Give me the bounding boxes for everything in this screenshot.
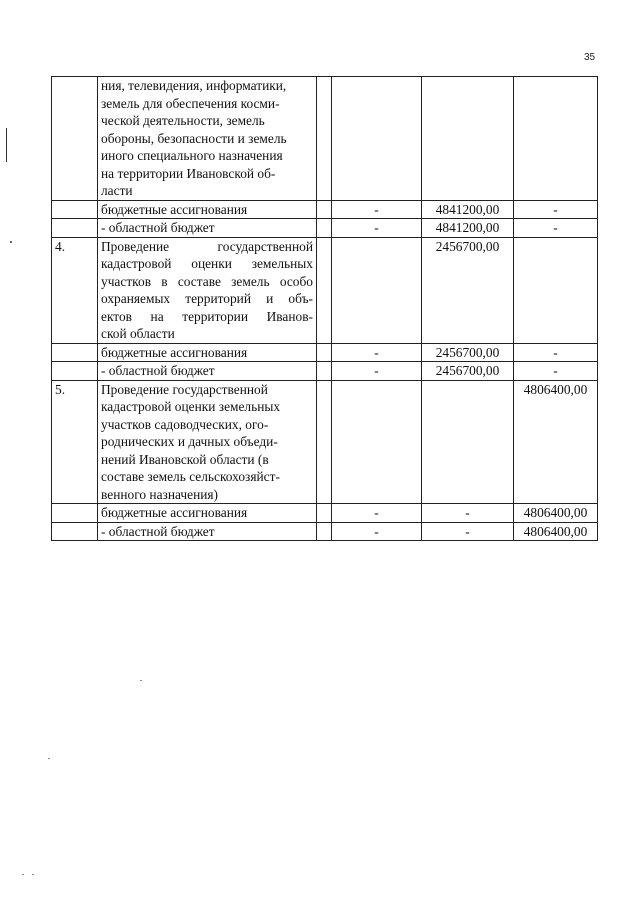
value-cell: - — [332, 362, 422, 381]
name-line: ектов на территории Иванов- — [101, 308, 313, 324]
item-number-cell: 4. — [52, 237, 98, 343]
margin-mark — [6, 128, 7, 162]
value-cell: - — [514, 219, 598, 238]
item-number-cell — [52, 77, 98, 201]
value-cell — [422, 380, 514, 504]
value-cell: - — [422, 522, 514, 541]
table-row — [52, 77, 598, 201]
scan-speck — [140, 680, 142, 681]
value-cell: - — [332, 200, 422, 219]
item-number-cell — [52, 219, 98, 238]
table-row — [52, 343, 598, 362]
value-cell: - — [514, 362, 598, 381]
item-number-cell: 5. — [52, 380, 98, 504]
scan-speck — [22, 874, 24, 875]
value-cell: 2456700,00 — [422, 362, 514, 381]
scan-speck — [48, 758, 50, 759]
name-line: Проведение государственной — [101, 381, 268, 397]
item-number-cell — [52, 343, 98, 362]
name-line: земель для обеспечения косми- — [101, 95, 280, 111]
name-line: охраняемых территорий и объ- — [101, 291, 313, 306]
value-cell: 2456700,00 — [422, 237, 514, 343]
value-cell: - — [332, 343, 422, 362]
value-cell — [332, 77, 422, 201]
value-cell: - — [332, 504, 422, 523]
table-row — [52, 200, 598, 219]
name-line: ской области — [101, 326, 175, 341]
value-cell — [514, 237, 598, 343]
table-row — [52, 522, 598, 541]
value-cell: - — [422, 504, 514, 523]
name-line: участков в составе земель особо — [101, 273, 313, 289]
value-cell: - — [332, 522, 422, 541]
name-line: ния, телевидения, информатики, — [101, 78, 287, 93]
name-line: ческой деятельности, земель — [101, 113, 265, 128]
value-cell: 4806400,00 — [514, 504, 598, 523]
margin-dot — [10, 241, 12, 243]
value-cell: 4806400,00 — [514, 522, 598, 541]
value-cell: - — [514, 200, 598, 219]
item-number-cell — [52, 200, 98, 219]
name-line: кадастровой оценки земельных — [101, 256, 313, 271]
item-name-cell — [98, 380, 317, 504]
name-line: участков садоводческих, ого- — [101, 416, 269, 432]
funding-label: бюджетные ассигнования — [98, 343, 317, 362]
value-cell: 4841200,00 — [422, 200, 514, 219]
value-cell: 4841200,00 — [422, 219, 514, 238]
item-number-cell — [52, 522, 98, 541]
item-name-cell — [98, 237, 317, 343]
narrow-cell — [317, 380, 332, 504]
name-line: роднических и дачных объеди- — [101, 434, 278, 449]
name-line: ласти — [101, 183, 133, 198]
value-cell — [422, 77, 514, 201]
page-number: 35 — [584, 52, 596, 63]
narrow-cell — [317, 237, 332, 343]
narrow-cell — [317, 77, 332, 201]
item-number-cell — [52, 362, 98, 381]
value-cell: - — [332, 219, 422, 238]
name-line: иного специального назначения — [101, 148, 283, 163]
value-cell — [514, 77, 598, 201]
funding-label: бюджетные ассигнования — [98, 200, 317, 219]
value-cell: 2456700,00 — [422, 343, 514, 362]
narrow-cell — [317, 522, 332, 541]
scan-speck — [32, 874, 34, 875]
item-number-cell — [52, 504, 98, 523]
budget-table — [51, 76, 598, 541]
name-line: венного назначения) — [101, 486, 219, 502]
table-row — [52, 362, 598, 381]
table-row — [52, 504, 598, 523]
name-line: кадастровой оценки земельных — [101, 399, 281, 414]
name-line: обороны, безопасности и земель — [101, 130, 287, 146]
narrow-cell — [317, 504, 332, 523]
name-line: Проведение государственной — [101, 238, 313, 254]
funding-label: - областной бюджет — [98, 362, 317, 381]
table-row — [52, 380, 598, 504]
narrow-cell — [317, 219, 332, 238]
name-line: на территории Ивановской об- — [101, 165, 276, 181]
narrow-cell — [317, 343, 332, 362]
funding-label: - областной бюджет — [98, 522, 317, 541]
narrow-cell — [317, 362, 332, 381]
value-cell: - — [514, 343, 598, 362]
funding-label: - областной бюджет — [98, 219, 317, 238]
value-cell: 4806400,00 — [514, 380, 598, 504]
table-row — [52, 219, 598, 238]
table-row — [52, 237, 598, 343]
value-cell — [332, 380, 422, 504]
funding-label: бюджетные ассигнования — [98, 504, 317, 523]
narrow-cell — [317, 200, 332, 219]
name-line: нений Ивановской области (в — [101, 451, 269, 467]
item-name-cell — [98, 77, 317, 201]
value-cell — [332, 237, 422, 343]
name-line: составе земель сельскохозяйст- — [101, 469, 280, 484]
